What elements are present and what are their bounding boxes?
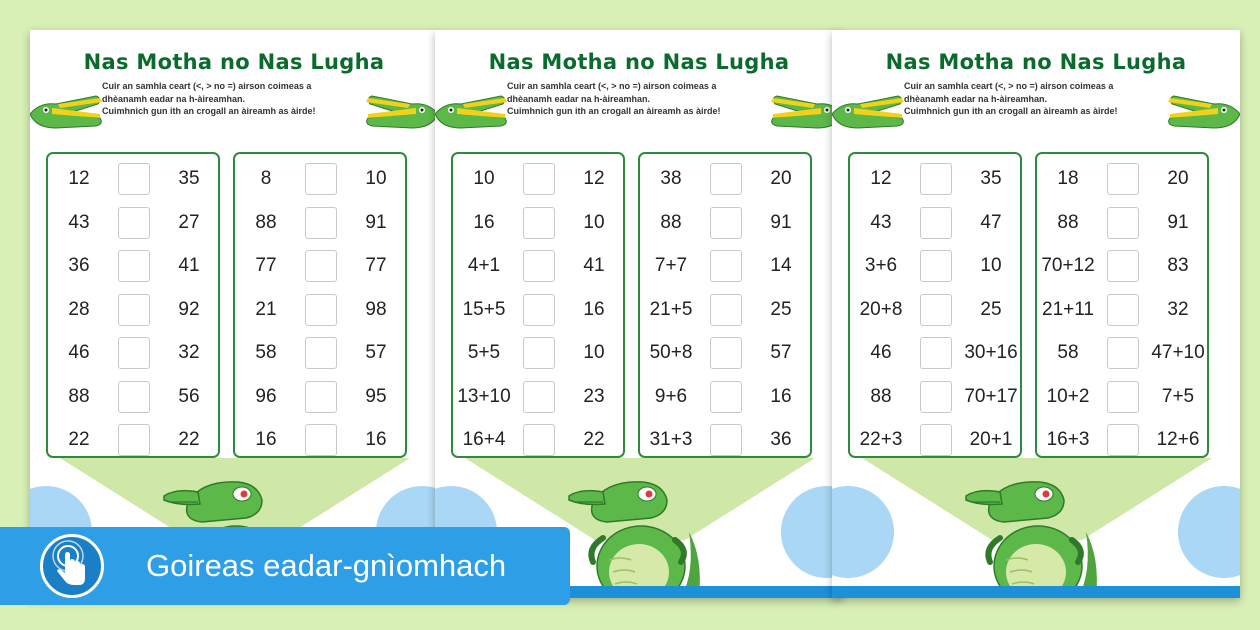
left-number: 3+6: [864, 255, 898, 276]
left-number: 21: [255, 298, 277, 320]
left-number: 46: [870, 342, 892, 363]
answer-box[interactable]: [118, 163, 150, 195]
comparison-row: [640, 380, 810, 414]
answer-box[interactable]: [920, 337, 952, 369]
comparison-row: [235, 336, 405, 370]
comparison-row: [640, 423, 810, 457]
answer-box[interactable]: [920, 294, 952, 326]
comparison-row: [453, 423, 623, 457]
right-number: 10: [980, 255, 1002, 276]
right-number: 22: [178, 429, 200, 450]
left-number: 13+10: [457, 385, 511, 407]
comparison-row: [1037, 336, 1207, 370]
left-number: 88: [68, 385, 90, 407]
answer-box[interactable]: [523, 424, 555, 456]
right-number: 95: [365, 385, 387, 407]
right-number: 12: [583, 168, 605, 189]
right-number: 47+10: [1151, 342, 1205, 363]
worksheet-instructions: [904, 80, 1168, 118]
answer-box[interactable]: [523, 250, 555, 282]
instruction-line: dhèanamh eadar na h-àireamhan.: [102, 93, 246, 104]
right-number: 20: [1167, 168, 1189, 189]
answer-box[interactable]: [118, 207, 150, 239]
right-number: 25: [770, 298, 792, 320]
instruction-line: Cuir an samhla ceart (<, > no =) airson coimeas a: [102, 81, 312, 91]
answer-box[interactable]: [710, 250, 742, 282]
left-number: 88: [1057, 211, 1079, 233]
left-number: 10+2: [1046, 385, 1090, 407]
crocodile-less-than-icon: [435, 74, 509, 132]
comparison-row: [640, 293, 810, 327]
left-number: 16: [255, 429, 277, 450]
right-number: 10: [583, 342, 605, 363]
answer-box[interactable]: [710, 381, 742, 413]
answer-box[interactable]: [1107, 337, 1139, 369]
left-number: 21+11: [1042, 298, 1094, 320]
right-number: 23: [583, 385, 605, 407]
left-number: 16: [473, 211, 495, 233]
answer-box[interactable]: [1107, 381, 1139, 413]
right-number: 83: [1167, 255, 1189, 276]
left-number: 96: [255, 385, 277, 407]
left-number: 4+1: [467, 255, 501, 276]
right-number: 57: [365, 342, 387, 363]
worksheet-title: Nas Motha no Nas Lugha: [885, 50, 1187, 74]
right-number: 98: [365, 298, 387, 320]
comparison-row: [1037, 249, 1207, 283]
right-number: 20: [770, 168, 792, 189]
right-number: 27: [178, 211, 200, 233]
comparison-row: [640, 162, 810, 196]
left-number: 18: [1057, 168, 1079, 189]
right-number: 32: [178, 342, 200, 363]
answer-box[interactable]: [523, 381, 555, 413]
worksheet-footer: [832, 556, 1240, 598]
right-number: 25: [980, 298, 1002, 320]
answer-box[interactable]: [305, 163, 337, 195]
comparison-row: [850, 206, 1020, 240]
comparison-row: [235, 206, 405, 240]
left-number: 43: [68, 211, 90, 233]
right-number: 91: [1167, 211, 1189, 233]
left-number: 50+8: [649, 342, 693, 363]
answer-box[interactable]: [710, 294, 742, 326]
comparison-row: [453, 162, 623, 196]
instruction-line: Cuimhnich gun ith an crogall an àireamh as àirde!: [904, 106, 1118, 116]
instruction-line: dhèanamh eadar na h-àireamhan.: [904, 93, 1048, 104]
right-number: 56: [178, 385, 200, 407]
comparison-row: [850, 293, 1020, 327]
comparison-row: [48, 423, 218, 457]
crocodile-greater-than-icon: [1166, 74, 1240, 132]
answer-box[interactable]: [523, 163, 555, 195]
right-number: 92: [178, 298, 200, 320]
instruction-line: Cuir an samhla ceart (<, > no =) airson coimeas a: [507, 81, 717, 91]
right-number: 36: [770, 429, 792, 450]
comparison-row: [640, 206, 810, 240]
right-number: 7+5: [1161, 385, 1195, 407]
left-number: 7+7: [654, 255, 688, 276]
right-number: 47: [980, 211, 1002, 233]
right-number: 91: [770, 211, 792, 233]
comparison-row: [1037, 423, 1207, 457]
right-number: 16: [365, 429, 387, 450]
answer-box[interactable]: [523, 337, 555, 369]
right-number: 14: [770, 255, 792, 276]
answer-box[interactable]: [523, 207, 555, 239]
comparison-row: [48, 336, 218, 370]
footer-bar: [832, 586, 1240, 598]
left-number: 10: [473, 168, 495, 189]
left-number: 16+4: [462, 429, 506, 450]
touch-hand-icon: [40, 534, 104, 598]
comparison-row: [453, 293, 623, 327]
answer-box[interactable]: [1107, 163, 1139, 195]
answer-box[interactable]: [710, 207, 742, 239]
left-number: 58: [1057, 342, 1079, 363]
comparison-row: [453, 206, 623, 240]
comparison-panel-right: [233, 152, 407, 458]
answer-box[interactable]: [710, 163, 742, 195]
comparison-row: [235, 423, 405, 457]
comparison-panel-left: [451, 152, 625, 458]
left-number: 43: [870, 211, 892, 233]
answer-box[interactable]: [920, 250, 952, 282]
left-number: 12: [68, 168, 90, 189]
instruction-line: Cuimhnich gun ith an crogall an àireamh as àirde!: [507, 106, 721, 116]
answer-box[interactable]: [305, 207, 337, 239]
answer-box[interactable]: [523, 294, 555, 326]
answer-box[interactable]: [118, 294, 150, 326]
left-number: 20+8: [859, 298, 903, 320]
left-number: 58: [255, 342, 277, 363]
comparison-row: [453, 249, 623, 283]
instruction-line: dhèanamh eadar na h-àireamhan.: [507, 93, 651, 104]
worksheet-page: [30, 30, 438, 598]
right-number: 70+17: [964, 385, 1018, 407]
comparison-row: [453, 336, 623, 370]
right-number: 35: [980, 168, 1002, 189]
right-number: 57: [770, 342, 792, 363]
comparison-row: [235, 249, 405, 283]
comparison-row: [235, 162, 405, 196]
left-number: 5+5: [467, 342, 501, 363]
comparison-row: [640, 249, 810, 283]
answer-box[interactable]: [305, 250, 337, 282]
answer-box[interactable]: [305, 424, 337, 456]
comparison-row: [48, 249, 218, 283]
comparison-row: [850, 423, 1020, 457]
right-number: 10: [583, 211, 605, 233]
answer-box[interactable]: [118, 250, 150, 282]
left-number: 16+3: [1046, 429, 1090, 450]
comparison-row: [48, 380, 218, 414]
comparison-panel-right: [1035, 152, 1209, 458]
left-number: 28: [68, 298, 90, 320]
badge-label: Goireas eadar-gnìomhach: [146, 548, 507, 583]
left-number: 38: [660, 168, 682, 189]
instruction-line: Cuir an samhla ceart (<, > no =) airson coimeas a: [904, 81, 1114, 91]
interactive-resource-badge[interactable]: [0, 527, 570, 605]
crocodile-less-than-icon: [30, 74, 104, 132]
answer-box[interactable]: [710, 424, 742, 456]
right-number: 77: [365, 255, 387, 276]
right-number: 35: [178, 168, 200, 189]
left-number: 9+6: [654, 385, 688, 407]
comparison-row: [640, 336, 810, 370]
answer-box[interactable]: [920, 207, 952, 239]
comparison-row: [48, 206, 218, 240]
left-number: 22+3: [859, 429, 903, 450]
worksheet-page: [435, 30, 843, 598]
left-number: 46: [68, 342, 90, 363]
worksheet-title: Nas Motha no Nas Lugha: [488, 50, 790, 74]
comparison-row: [1037, 380, 1207, 414]
comparison-row: [850, 162, 1020, 196]
answer-box[interactable]: [1107, 250, 1139, 282]
left-number: 70+12: [1041, 255, 1095, 276]
comparison-row: [1037, 206, 1207, 240]
comparison-panel-right: [638, 152, 812, 458]
left-number: 31+3: [649, 429, 693, 450]
answer-box[interactable]: [920, 163, 952, 195]
left-number: 88: [870, 385, 892, 407]
right-number: 41: [178, 255, 200, 276]
worksheet-title: Nas Motha no Nas Lugha: [83, 50, 385, 74]
comparison-panel-left: [46, 152, 220, 458]
right-number: 22: [583, 429, 605, 450]
comparison-row: [850, 336, 1020, 370]
right-number: 32: [1167, 298, 1189, 320]
right-number: 16: [770, 385, 792, 407]
answer-box[interactable]: [118, 337, 150, 369]
comparison-row: [48, 293, 218, 327]
answer-box[interactable]: [1107, 294, 1139, 326]
comparison-row: [48, 162, 218, 196]
left-number: 88: [255, 211, 277, 233]
answer-box[interactable]: [305, 381, 337, 413]
answer-box[interactable]: [305, 337, 337, 369]
comparison-row: [453, 380, 623, 414]
crocodile-less-than-icon: [832, 74, 906, 132]
comparison-row: [1037, 293, 1207, 327]
worksheet-instructions: [102, 80, 366, 118]
left-number: 12: [870, 168, 892, 189]
instruction-line: Cuimhnich gun ith an crogall an àireamh as àirde!: [102, 106, 316, 116]
left-number: 22: [68, 429, 90, 450]
comparison-row: [850, 249, 1020, 283]
worksheet-page: [832, 30, 1240, 598]
answer-box[interactable]: [1107, 424, 1139, 456]
right-number: 10: [365, 168, 387, 189]
answer-box[interactable]: [118, 424, 150, 456]
comparison-row: [1037, 162, 1207, 196]
comparison-row: [850, 380, 1020, 414]
right-number: 16: [583, 298, 605, 320]
answer-box[interactable]: [1107, 207, 1139, 239]
left-number: 15+5: [462, 298, 506, 320]
right-number: 12+6: [1156, 429, 1200, 450]
left-number: 21+5: [649, 298, 693, 320]
comparison-row: [235, 380, 405, 414]
crocodile-greater-than-icon: [364, 74, 438, 132]
answer-box[interactable]: [920, 381, 952, 413]
answer-box[interactable]: [710, 337, 742, 369]
left-number: 8: [260, 168, 272, 189]
left-number: 77: [255, 255, 277, 276]
comparison-row: [235, 293, 405, 327]
answer-box[interactable]: [305, 294, 337, 326]
worksheet-instructions: [507, 80, 771, 118]
right-number: 30+16: [964, 342, 1018, 363]
right-number: 41: [583, 255, 605, 276]
left-number: 36: [68, 255, 90, 276]
right-number: 91: [365, 211, 387, 233]
comparison-panel-left: [848, 152, 1022, 458]
right-number: 20+1: [969, 429, 1013, 450]
answer-box[interactable]: [920, 424, 952, 456]
answer-box[interactable]: [118, 381, 150, 413]
left-number: 88: [660, 211, 682, 233]
